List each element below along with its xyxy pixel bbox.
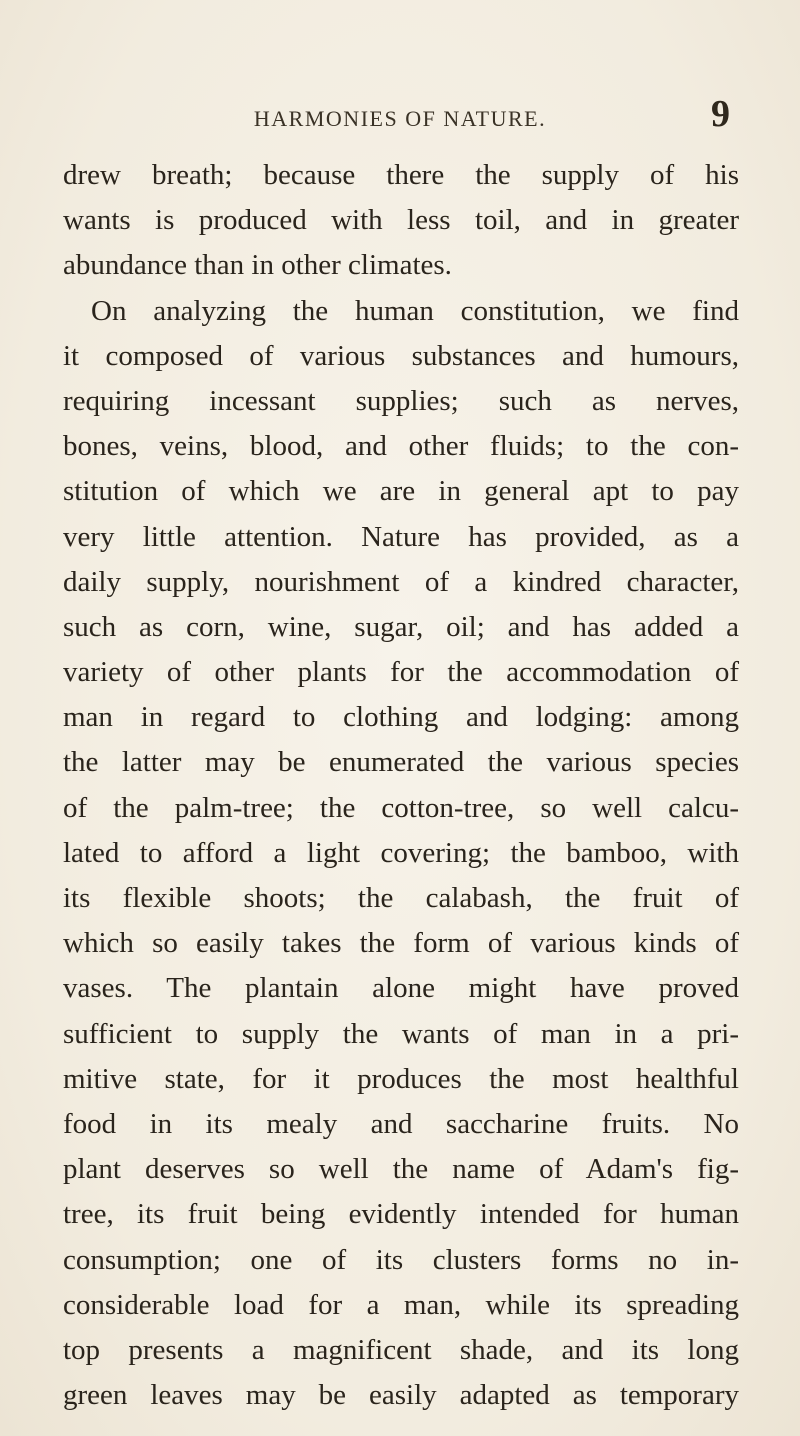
text-line: stitution of which we are in general apt to pay — [63, 475, 739, 508]
text-line: of the palm-tree; the cotton-tree, so well calcu- — [63, 791, 739, 824]
text-line: drew breath; because there the supply of his — [63, 159, 739, 191]
text-line: abundance than in other climates. — [63, 249, 452, 282]
text-line: top presents a magnificent shade, and its long — [63, 1333, 739, 1366]
text-line: the latter may be enumerated the various species — [63, 746, 739, 779]
text-line: food in its mealy and saccharine fruits. No — [63, 1107, 739, 1140]
text-line: considerable load for a man, while its spreading — [63, 1288, 739, 1321]
paragraph-start-line: On analyzing the human constitution, we find — [91, 294, 739, 327]
text-line: very little attention. Nature has provided, as a — [63, 520, 739, 553]
text-line: daily supply, nourishment of a kindred character, — [63, 565, 739, 598]
text-line: lated to afford a light covering; the bamboo, with — [63, 836, 739, 869]
text-line: which so easily takes the form of various kinds of — [63, 927, 739, 960]
text-line: such as corn, wine, sugar, oil; and has added a — [63, 610, 739, 643]
text-line: requiring incessant supplies; such as nerves, — [63, 384, 739, 417]
text-line: green leaves may be easily adapted as temporary — [63, 1379, 739, 1412]
page-number: 9 — [711, 93, 730, 135]
text-line: man in regard to clothing and lodging: among — [63, 701, 739, 734]
text-line: bones, veins, blood, and other fluids; to the con- — [63, 430, 739, 463]
text-line: sufficient to supply the wants of man in a pri- — [63, 1017, 739, 1050]
text-line: vases. The plantain alone might have proved — [63, 972, 739, 1005]
running-title: HARMONIES OF NATURE. — [253, 106, 547, 131]
text-line: its flexible shoots; the calabash, the fruit of — [63, 882, 739, 914]
text-line: wants is produced with less toil, and in greater — [63, 204, 739, 237]
running-head — [60, 92, 740, 135]
text-line: mitive state, for it produces the most healthful — [63, 1062, 739, 1095]
text-line: it composed of various substances and humours, — [63, 339, 739, 372]
text-line: consumption; one of its clusters forms no in- — [63, 1243, 739, 1276]
text-line: plant deserves so well the name of Adam's fig- — [63, 1153, 739, 1186]
body-text — [63, 153, 739, 1418]
text-line: tree, its fruit being evidently intended for human — [63, 1198, 739, 1231]
text-line: variety of other plants for the accommodation of — [63, 656, 739, 689]
